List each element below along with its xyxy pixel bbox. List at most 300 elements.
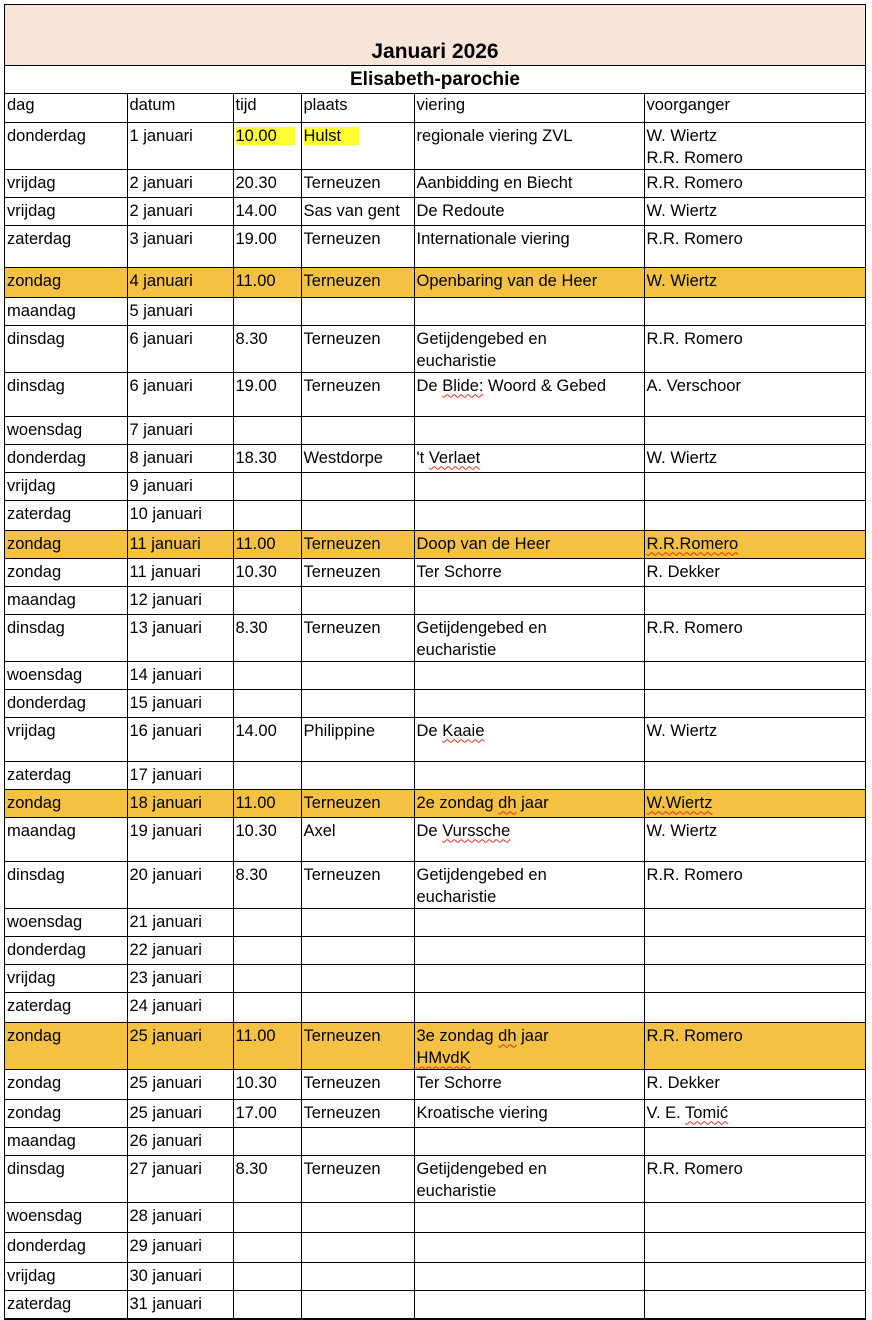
cell-datum [127, 122, 233, 169]
cell-tijd [233, 325, 301, 372]
table-row [5, 472, 865, 500]
cell-viering [414, 908, 644, 936]
col-header-dag: dag [5, 94, 127, 122]
cell-datum [127, 197, 233, 225]
cell-plaats [301, 1155, 414, 1202]
cell-datum [127, 1155, 233, 1202]
dag-text: donderdag [7, 448, 86, 467]
cell-voorganger [644, 817, 865, 861]
viering-spelling-flag: Blide: [442, 376, 484, 395]
cell-plaats [301, 122, 414, 169]
datum-text: 9 januari [129, 476, 193, 495]
viering-text: jaar [516, 793, 549, 812]
cell-dag [5, 586, 127, 614]
cell-dag [5, 1262, 127, 1290]
voorganger-text: V. E. [646, 1103, 686, 1122]
cell-datum [127, 372, 233, 416]
viering-text: regionale viering ZVL [416, 126, 573, 145]
cell-plaats [301, 500, 414, 530]
tijd-text: 14.00 [235, 721, 277, 740]
voorganger-text: R.R. Romero [646, 329, 743, 348]
dag-text: dinsdag [7, 376, 65, 395]
cell-plaats [301, 225, 414, 267]
tijd-text: 8.30 [235, 329, 268, 348]
cell-dag [5, 789, 127, 817]
table-row [5, 1127, 865, 1155]
datum-text: 2 januari [129, 173, 193, 192]
dag-text: vrijdag [7, 721, 56, 740]
cell-tijd [233, 908, 301, 936]
cell-plaats [301, 908, 414, 936]
page-title: Januari 2026 [371, 40, 499, 63]
voorganger-spelling-flag: W.Wiertz [646, 793, 713, 812]
cell-datum [127, 1202, 233, 1232]
cell-datum [127, 661, 233, 689]
viering-spelling-flag: dh [498, 793, 517, 812]
voorganger-text: W. Wiertz [646, 721, 718, 740]
cell-plaats [301, 169, 414, 197]
cell-tijd [233, 761, 301, 789]
tijd-text: 10.30 [235, 562, 277, 581]
cell-tijd [233, 689, 301, 717]
table-row [5, 817, 865, 861]
voorganger-spelling-flag: Tomić [685, 1103, 729, 1122]
tijd-text: 19.00 [235, 376, 277, 395]
cell-plaats [301, 586, 414, 614]
cell-tijd [233, 558, 301, 586]
cell-datum [127, 689, 233, 717]
dag-text: donderdag [7, 126, 86, 145]
datum-text: 14 januari [129, 665, 202, 684]
plaats-text: Terneuzen [303, 329, 381, 348]
cell-plaats [301, 992, 414, 1022]
datum-text: 28 januari [129, 1206, 202, 1225]
cell-voorganger [644, 761, 865, 789]
cell-dag [5, 1290, 127, 1318]
voorganger-text: R. Dekker [646, 1073, 720, 1092]
datum-text: 25 januari [129, 1026, 202, 1045]
table-row [5, 500, 865, 530]
cell-dag [5, 689, 127, 717]
dag-text: zondag [7, 534, 62, 553]
dag-text: vrijdag [7, 173, 56, 192]
datum-text: 24 januari [129, 996, 202, 1015]
cell-plaats [301, 372, 414, 416]
schedule-sheet [4, 4, 866, 1320]
tijd-text: 14.00 [235, 201, 277, 220]
dag-text: vrijdag [7, 201, 56, 220]
cell-plaats [301, 558, 414, 586]
cell-viering [414, 225, 644, 267]
cell-dag [5, 197, 127, 225]
cell-tijd [233, 586, 301, 614]
cell-tijd [233, 1022, 301, 1069]
dag-text: zondag [7, 1073, 62, 1092]
cell-datum [127, 614, 233, 661]
cell-voorganger [644, 372, 865, 416]
tijd-text: 11.00 [235, 534, 276, 553]
table-row [5, 1232, 865, 1262]
cell-tijd [233, 372, 301, 416]
table-row [5, 908, 865, 936]
title-band [5, 5, 865, 66]
cell-viering [414, 586, 644, 614]
cell-dag [5, 936, 127, 964]
cell-viering [414, 558, 644, 586]
datum-text: 20 januari [129, 865, 202, 884]
dag-text: zaterdag [7, 504, 72, 523]
cell-tijd [233, 1262, 301, 1290]
cell-datum [127, 1127, 233, 1155]
cell-voorganger [644, 1232, 865, 1262]
col-header-tijd: tijd [233, 94, 301, 122]
cell-plaats [301, 1202, 414, 1232]
datum-text: 8 januari [129, 448, 193, 467]
dag-text: zondag [7, 1103, 62, 1122]
table-row [5, 444, 865, 472]
datum-text: 22 januari [129, 940, 202, 959]
table-row [5, 789, 865, 817]
dag-text: woensdag [7, 912, 83, 931]
datum-text: 13 januari [129, 618, 202, 637]
cell-plaats [301, 1099, 414, 1127]
table-row [5, 1022, 865, 1069]
cell-dag [5, 267, 127, 297]
cell-datum [127, 267, 233, 297]
cell-plaats [301, 861, 414, 908]
datum-text: 6 januari [129, 329, 193, 348]
datum-text: 11 januari [129, 562, 201, 581]
cell-voorganger [644, 908, 865, 936]
voorganger-text-line2: R.R. Romero [646, 148, 743, 167]
cell-tijd [233, 197, 301, 225]
datum-text: 30 januari [129, 1266, 202, 1285]
plaats-text: Terneuzen [303, 173, 381, 192]
cell-viering [414, 530, 644, 558]
cell-viering [414, 936, 644, 964]
table-row [5, 558, 865, 586]
table-row [5, 1069, 865, 1099]
cell-viering [414, 416, 644, 444]
plaats-text: Terneuzen [303, 1026, 381, 1045]
cell-plaats [301, 444, 414, 472]
viering-spelling-flag: dh [498, 1026, 517, 1045]
plaats-text: Terneuzen [303, 865, 381, 884]
cell-viering [414, 1262, 644, 1290]
cell-dag [5, 614, 127, 661]
cell-voorganger [644, 225, 865, 267]
cell-voorganger [644, 861, 865, 908]
cell-voorganger [644, 936, 865, 964]
tijd-text: 10.30 [235, 1073, 277, 1092]
voorganger-text: R.R. Romero [646, 865, 743, 884]
table-row [5, 267, 865, 297]
cell-plaats [301, 1022, 414, 1069]
tijd-text: 8.30 [235, 1159, 268, 1178]
cell-viering [414, 717, 644, 761]
datum-text: 17 januari [129, 765, 202, 784]
viering-text: 't [416, 448, 429, 467]
cell-voorganger [644, 1022, 865, 1069]
cell-dag [5, 500, 127, 530]
cell-dag [5, 558, 127, 586]
table-row [5, 225, 865, 267]
cell-dag [5, 530, 127, 558]
cell-voorganger [644, 1202, 865, 1232]
cell-plaats [301, 817, 414, 861]
cell-plaats [301, 761, 414, 789]
dag-text: dinsdag [7, 865, 65, 884]
cell-dag [5, 1232, 127, 1262]
cell-dag [5, 1099, 127, 1127]
viering-text: Getijdengebed en [416, 865, 547, 884]
table-row [5, 297, 865, 325]
cell-viering [414, 122, 644, 169]
cell-voorganger [644, 717, 865, 761]
cell-tijd [233, 225, 301, 267]
viering-text: Ter Schorre [416, 562, 502, 581]
cell-voorganger [644, 197, 865, 225]
schedule-table [5, 94, 865, 1319]
cell-dag [5, 717, 127, 761]
tijd-text: 11.00 [235, 793, 276, 812]
cell-datum [127, 500, 233, 530]
cell-tijd [233, 472, 301, 500]
viering-text: jaar [516, 1026, 549, 1045]
cell-datum [127, 936, 233, 964]
tijd-text: 20.30 [235, 173, 277, 192]
cell-voorganger [644, 530, 865, 558]
cell-tijd [233, 1127, 301, 1155]
cell-voorganger [644, 416, 865, 444]
table-row [5, 661, 865, 689]
cell-datum [127, 169, 233, 197]
cell-tijd [233, 1069, 301, 1099]
dag-text: donderdag [7, 1236, 86, 1255]
cell-plaats [301, 936, 414, 964]
cell-datum [127, 1022, 233, 1069]
viering-text: Woord & Gebed [483, 376, 607, 395]
cell-tijd [233, 1155, 301, 1202]
cell-datum [127, 761, 233, 789]
cell-tijd [233, 717, 301, 761]
dag-text: zondag [7, 1026, 62, 1045]
cell-datum [127, 817, 233, 861]
tijd-text: 19.00 [235, 229, 277, 248]
viering-text: Internationale viering [416, 229, 570, 248]
cell-viering [414, 197, 644, 225]
cell-dag [5, 444, 127, 472]
cell-viering [414, 444, 644, 472]
header-row [5, 94, 865, 122]
cell-voorganger [644, 689, 865, 717]
cell-viering [414, 372, 644, 416]
cell-dag [5, 169, 127, 197]
table-row [5, 1290, 865, 1318]
table-row [5, 614, 865, 661]
viering-text: De [416, 821, 443, 840]
dag-text: zondag [7, 271, 62, 290]
datum-text: 21 januari [129, 912, 202, 931]
plaats-text: Terneuzen [303, 229, 381, 248]
table-row [5, 169, 865, 197]
viering-text: Getijdengebed en [416, 1159, 547, 1178]
voorganger-text: R.R. Romero [646, 229, 743, 248]
table-row [5, 761, 865, 789]
cell-dag [5, 225, 127, 267]
cell-dag [5, 861, 127, 908]
viering-text: 2e zondag [416, 793, 499, 812]
cell-viering [414, 325, 644, 372]
cell-voorganger [644, 325, 865, 372]
cell-tijd [233, 936, 301, 964]
cell-voorganger [644, 1290, 865, 1318]
cell-voorganger [644, 992, 865, 1022]
table-row [5, 936, 865, 964]
plaats-text: Hulst [304, 127, 360, 145]
viering-text: Getijdengebed en [416, 329, 547, 348]
viering-text-line2: eucharistie [416, 640, 497, 659]
cell-plaats [301, 1069, 414, 1099]
cell-plaats [301, 1127, 414, 1155]
cell-viering [414, 861, 644, 908]
cell-dag [5, 416, 127, 444]
tijd-text: 8.30 [235, 618, 268, 637]
plaats-text: Terneuzen [303, 1073, 381, 1092]
cell-datum [127, 530, 233, 558]
dag-text: dinsdag [7, 329, 65, 348]
cell-voorganger [644, 1069, 865, 1099]
cell-tijd [233, 1290, 301, 1318]
cell-datum [127, 908, 233, 936]
tijd-text: 18.30 [235, 448, 277, 467]
cell-plaats [301, 325, 414, 372]
datum-text: 7 januari [129, 420, 193, 439]
cell-dag [5, 661, 127, 689]
cell-tijd [233, 817, 301, 861]
cell-plaats [301, 1232, 414, 1262]
cell-dag [5, 964, 127, 992]
voorganger-text: R.R. Romero [646, 1026, 743, 1045]
datum-text: 29 januari [129, 1236, 202, 1255]
cell-viering [414, 964, 644, 992]
table-row [5, 416, 865, 444]
dag-text: maandag [7, 821, 76, 840]
dag-text: donderdag [7, 693, 86, 712]
voorganger-text: A. Verschoor [646, 376, 741, 395]
dag-text: maandag [7, 1131, 76, 1150]
viering-text: Openbaring van de Heer [416, 271, 598, 290]
cell-voorganger [644, 1155, 865, 1202]
cell-tijd [233, 122, 301, 169]
dag-text: maandag [7, 590, 76, 609]
viering-spelling-flag: Verlaet [428, 448, 481, 467]
cell-viering [414, 1022, 644, 1069]
cell-datum [127, 717, 233, 761]
plaats-text: Sas van gent [303, 201, 400, 220]
cell-voorganger [644, 586, 865, 614]
cell-dag [5, 817, 127, 861]
tijd-text: 10.30 [235, 821, 277, 840]
cell-dag [5, 372, 127, 416]
tijd-text: 10.00 [236, 127, 295, 145]
table-row [5, 964, 865, 992]
table-row [5, 861, 865, 908]
viering-spelling-flag: Kaaie [442, 721, 485, 740]
col-header-plaats: plaats [301, 94, 414, 122]
cell-dag [5, 472, 127, 500]
cell-plaats [301, 267, 414, 297]
datum-text: 26 januari [129, 1131, 202, 1150]
cell-dag [5, 1127, 127, 1155]
cell-tijd [233, 444, 301, 472]
datum-text: 31 januari [129, 1294, 202, 1313]
cell-viering [414, 1069, 644, 1099]
cell-tijd [233, 964, 301, 992]
plaats-text: Terneuzen [303, 1159, 381, 1178]
cell-tijd [233, 861, 301, 908]
cell-tijd [233, 1099, 301, 1127]
cell-viering [414, 472, 644, 500]
cell-viering [414, 817, 644, 861]
cell-viering [414, 1202, 644, 1232]
voorganger-text: R. Dekker [646, 562, 720, 581]
cell-plaats [301, 530, 414, 558]
dag-text: woensdag [7, 420, 83, 439]
plaats-text: Philippine [303, 721, 376, 740]
dag-text: vrijdag [7, 968, 56, 987]
datum-text: 27 januari [129, 1159, 202, 1178]
table-row [5, 717, 865, 761]
col-header-datum: datum [127, 94, 233, 122]
datum-text: 4 januari [129, 271, 193, 290]
datum-text: 10 januari [129, 504, 202, 523]
parish-name: Elisabeth-parochie [5, 66, 865, 94]
cell-dag [5, 122, 127, 169]
col-header-voorganger: voorganger [644, 94, 865, 122]
cell-voorganger [644, 472, 865, 500]
dag-text: zaterdag [7, 1294, 72, 1313]
cell-plaats [301, 614, 414, 661]
voorganger-text: R.R. Romero [646, 618, 743, 637]
cell-voorganger [644, 1127, 865, 1155]
voorganger-text: W. Wiertz [646, 126, 718, 145]
cell-plaats [301, 1262, 414, 1290]
cell-datum [127, 416, 233, 444]
plaats-text: Terneuzen [303, 562, 381, 581]
viering-text: Aanbidding en Biecht [416, 173, 573, 192]
cell-viering [414, 169, 644, 197]
cell-plaats [301, 964, 414, 992]
cell-viering [414, 267, 644, 297]
viering-text: De [416, 721, 443, 740]
cell-dag [5, 325, 127, 372]
dag-text: zondag [7, 793, 62, 812]
plaats-text: Terneuzen [303, 618, 381, 637]
voorganger-text: R.R. Romero [646, 173, 743, 192]
datum-text: 16 januari [129, 721, 202, 740]
datum-text: 19 januari [129, 821, 202, 840]
cell-tijd [233, 267, 301, 297]
cell-viering [414, 1155, 644, 1202]
datum-text: 23 januari [129, 968, 202, 987]
viering-text-line2: eucharistie [416, 351, 497, 370]
cell-plaats [301, 717, 414, 761]
tijd-text: 17.00 [235, 1103, 277, 1122]
datum-text: 5 januari [129, 301, 193, 320]
cell-viering [414, 1127, 644, 1155]
cell-datum [127, 1290, 233, 1318]
